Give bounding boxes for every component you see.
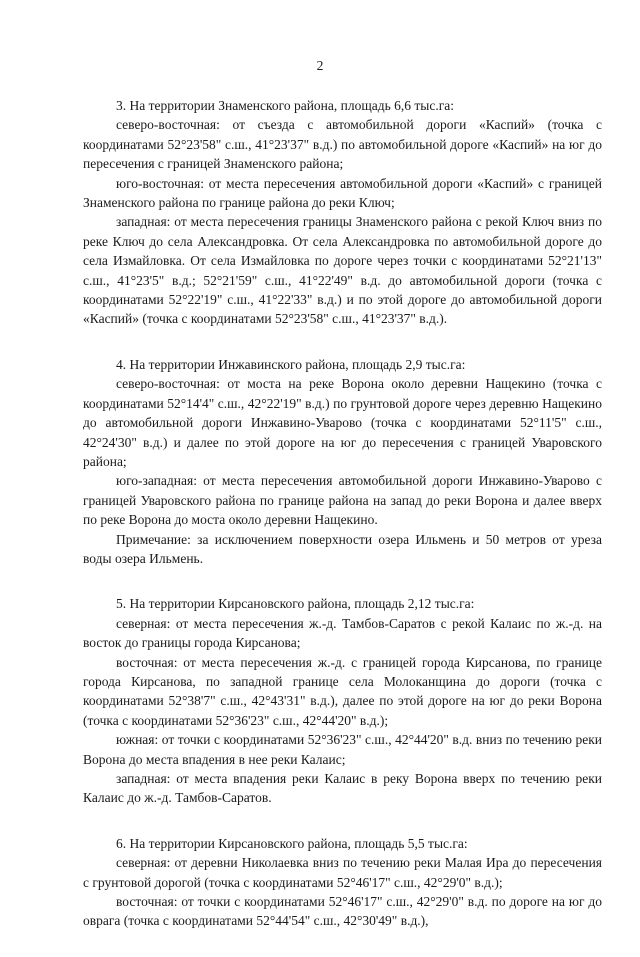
section-heading: 5. На территории Кирсановского района, площадь 2,12 тыс.га: [116, 596, 475, 612]
document-body [83, 96, 602, 957]
note-paragraph: Примечание: за исключением поверхности озера Ильмень и 50 метров от уреза воды озера Ильмень. [83, 531, 602, 566]
section-heading: 4. На территории Инжавинского района, площадь 2,9 тыс.га: [116, 356, 466, 372]
paragraph: западная: от места пересечения границы Знаменского района с рекой Ключ вниз по реке Ключ до села Александровка. От села Александровка по автомобильной дороге до села Измайловка. От села Измайловка по дороге через точки с координатами 52°21'13" с.ш., 41°23'5" в.д.; 52°21'59" с.ш., 41°22'49" в.д. до автомобильной дороги (точка с координатами 52°22'19" с.ш., 41°22'33" в.д.) и по этой дороге до автомобильной дороги «Каспий» (точка с координатами 52°23'58" с.ш., 41°23'37" в.д.). [83, 214, 602, 327]
section-5 [83, 594, 602, 807]
paragraph: северная: от места пересечения ж.-д. Тамбов-Саратов с рекой Калаис по ж.-д. на восток до границы города Кирсанова; [83, 615, 602, 651]
paragraph: юго-восточная: от места пересечения автомобильной дороги «Каспий» с границей Знаменского района по границе района до реки Ключ; [83, 175, 602, 211]
page-number: 2 [316, 58, 324, 73]
paragraph: юго-западная: от места пересечения автомобильной дороги Инжавино-Уварово с границей Уваровского района по границе района на запад до реки Ворона и далее вверх по реке Ворона до моста около деревни Нащекино. [83, 473, 602, 528]
section-3 [83, 96, 602, 329]
paragraph: восточная: от места пересечения ж.-д. с границей города Кирсанова, по границе города Кирсанова, по западной границе села Молоканщина до дороги (точка с координатами 52°38'7" с.ш., 42°43'31" в.д.), далее по этой дороге на юг до реки Ворона (точка с координатами 52°36'23" с.ш., 42°44'20" в.д.); [83, 654, 602, 728]
paragraph: восточная: от точки с координатами 52°46'17" с.ш., 42°29'0" в.д. по дороге на юг до оврага (точка с координатами 52°44'54" с.ш., 42°30'49" в.д.), [83, 894, 602, 929]
paragraph: южная: от точки с координатами 52°36'23" с.ш., 42°44'20" в.д. вниз по течению реки Ворона до места впадения в нее реки Калаис; [83, 732, 602, 767]
section-heading: 6. На территории Кирсановского района, площадь 5,5 тыс.га: [116, 835, 468, 851]
paragraph: северо-восточная: от съезда с автомобильной дороги «Каспий» (точка с координатами 52°23'58" с.ш., 41°23'37" в.д.) по автомобильной дороге «Каспий» на юг до пересечения с границей Знаменского района; [83, 117, 602, 172]
paragraph: северная: от деревни Николаевка вниз по течению реки Малая Ира до пересечения с грунтовой дорогой (точка с координатами 52°46'17" с.ш., 42°29'0" в.д.); [83, 855, 602, 890]
paragraph: северо-восточная: от моста на реке Ворона около деревни Нащекино (точка с координатами 52°14'4" с.ш., 42°22'19" в.д.) по грунтовой дороге через деревню Нащекино до автомобильной дороги Инжавино-Уварово (точка с координатами 52°11'5" с.ш., 42°24'30" в.д.) и далее по этой дороге на юг до пересечения с границей Уваровского района; [83, 376, 602, 469]
section-4 [83, 355, 602, 568]
paragraph: западная: от места впадения реки Калаис в реку Ворона вверх по течению реки Калаис до ж.-д. Тамбов-Саратов. [83, 771, 602, 806]
section-6 [83, 834, 602, 931]
section-heading: 3. На территории Знаменского района, площадь 6,6 тыс.га: [116, 98, 455, 113]
